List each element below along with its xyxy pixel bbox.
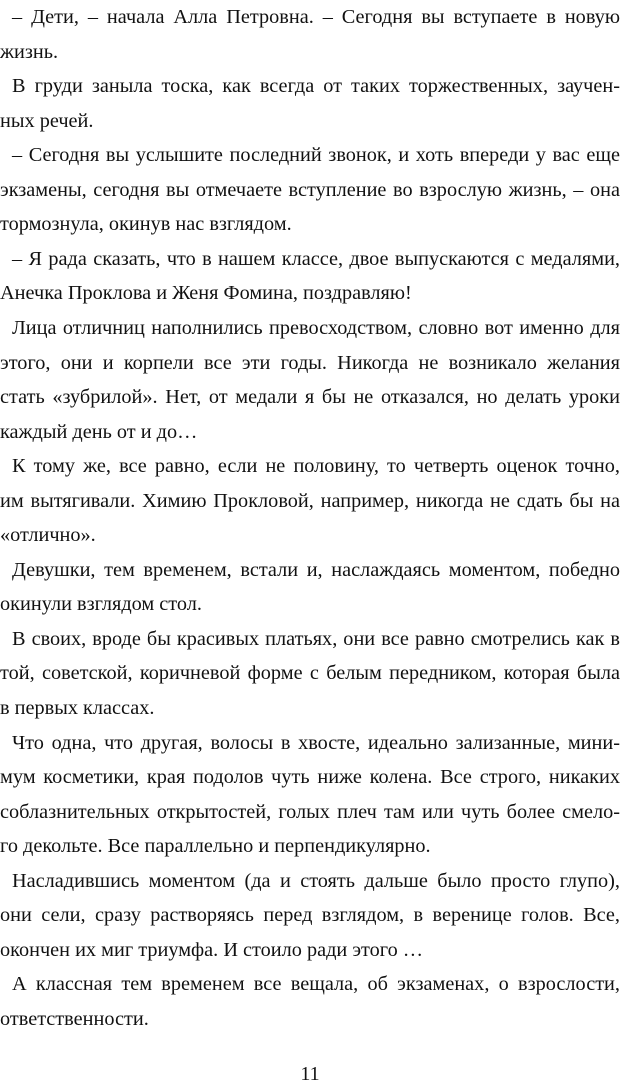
text-line: этого, они и корпели все эти годы. Никогда не возникало желания — [0, 351, 620, 374]
text-line: жизнь. — [0, 40, 59, 63]
text-line: го декольте. Все параллельно и перпендикулярно. — [0, 835, 431, 858]
text-line: А классная тем временем все вещала, об экзаменах, о взрослости, — [12, 973, 620, 996]
text-line: В груди заныла тоска, как всегда от таких торжественных, заучен- — [12, 75, 620, 98]
text-line: окинули взглядом стол. — [0, 593, 202, 616]
text-line: – Сегодня вы услышите последний звонок, и хоть впереди у вас еще — [12, 144, 620, 167]
text-line: мум косметики, края подолов чуть ниже колена. Все строго, никаких — [0, 766, 620, 789]
text-line: Девушки, тем временем, встали и, наслаждаясь моментом, победно — [12, 558, 620, 581]
text-line: каждый день от и до… — [0, 420, 198, 443]
text-line: Насладившись моментом (да и стоять дальше было просто глупо), — [12, 869, 620, 892]
text-line: экзамены, сегодня вы отмечаете вступление во взрослую жизнь, – она — [0, 178, 620, 201]
text-line: ответственности. — [0, 1007, 149, 1030]
text-line: окончен их миг триумфа. И стоило ради этого … — [0, 938, 424, 961]
text-line: ных речей. — [0, 109, 94, 132]
text-line: – Я рада сказать, что в нашем классе, двое выпускаются с медалями, — [12, 247, 620, 270]
text-line: Анечка Проклова и Женя Фомина, поздравляю! — [0, 282, 412, 305]
text-line: К тому же, все равно, если не половину, то четверть оценок точно, — [12, 455, 620, 478]
text-line: им вытягивали. Химию Прокловой, например, никогда не сдать бы на — [0, 489, 620, 512]
text-line: В своих, вроде бы красивых платьях, они все равно смотрелись как в — [12, 627, 620, 650]
text-line: соблазнительных открытостей, голых плеч там или чуть более смело- — [0, 800, 620, 823]
text-line: Лица отличниц наполнились превосходством, словно вот именно для — [12, 316, 620, 339]
text-line: той, советской, коричневой форме с белым передником, которая была — [0, 662, 620, 685]
page-number: 11 — [300, 1063, 320, 1085]
text-line: в первых классах. — [0, 697, 155, 719]
text-line: они сели, сразу растворяясь перед взглядом, в веренице голов. Все, — [0, 904, 620, 927]
text-line: «отлично». — [0, 524, 96, 547]
text-line: Что одна, что другая, волосы в хвосте, идеально зализанные, мини- — [12, 731, 620, 754]
text-line: стать «зубрилой». Нет, от медали я бы не отказался, но делать уроки — [0, 386, 620, 408]
text-line: – Дети, – начала Алла Петровна. – Сегодня вы вступаете в новую — [12, 6, 620, 28]
text-line: тормознула, окинув нас взглядом. — [0, 213, 292, 236]
